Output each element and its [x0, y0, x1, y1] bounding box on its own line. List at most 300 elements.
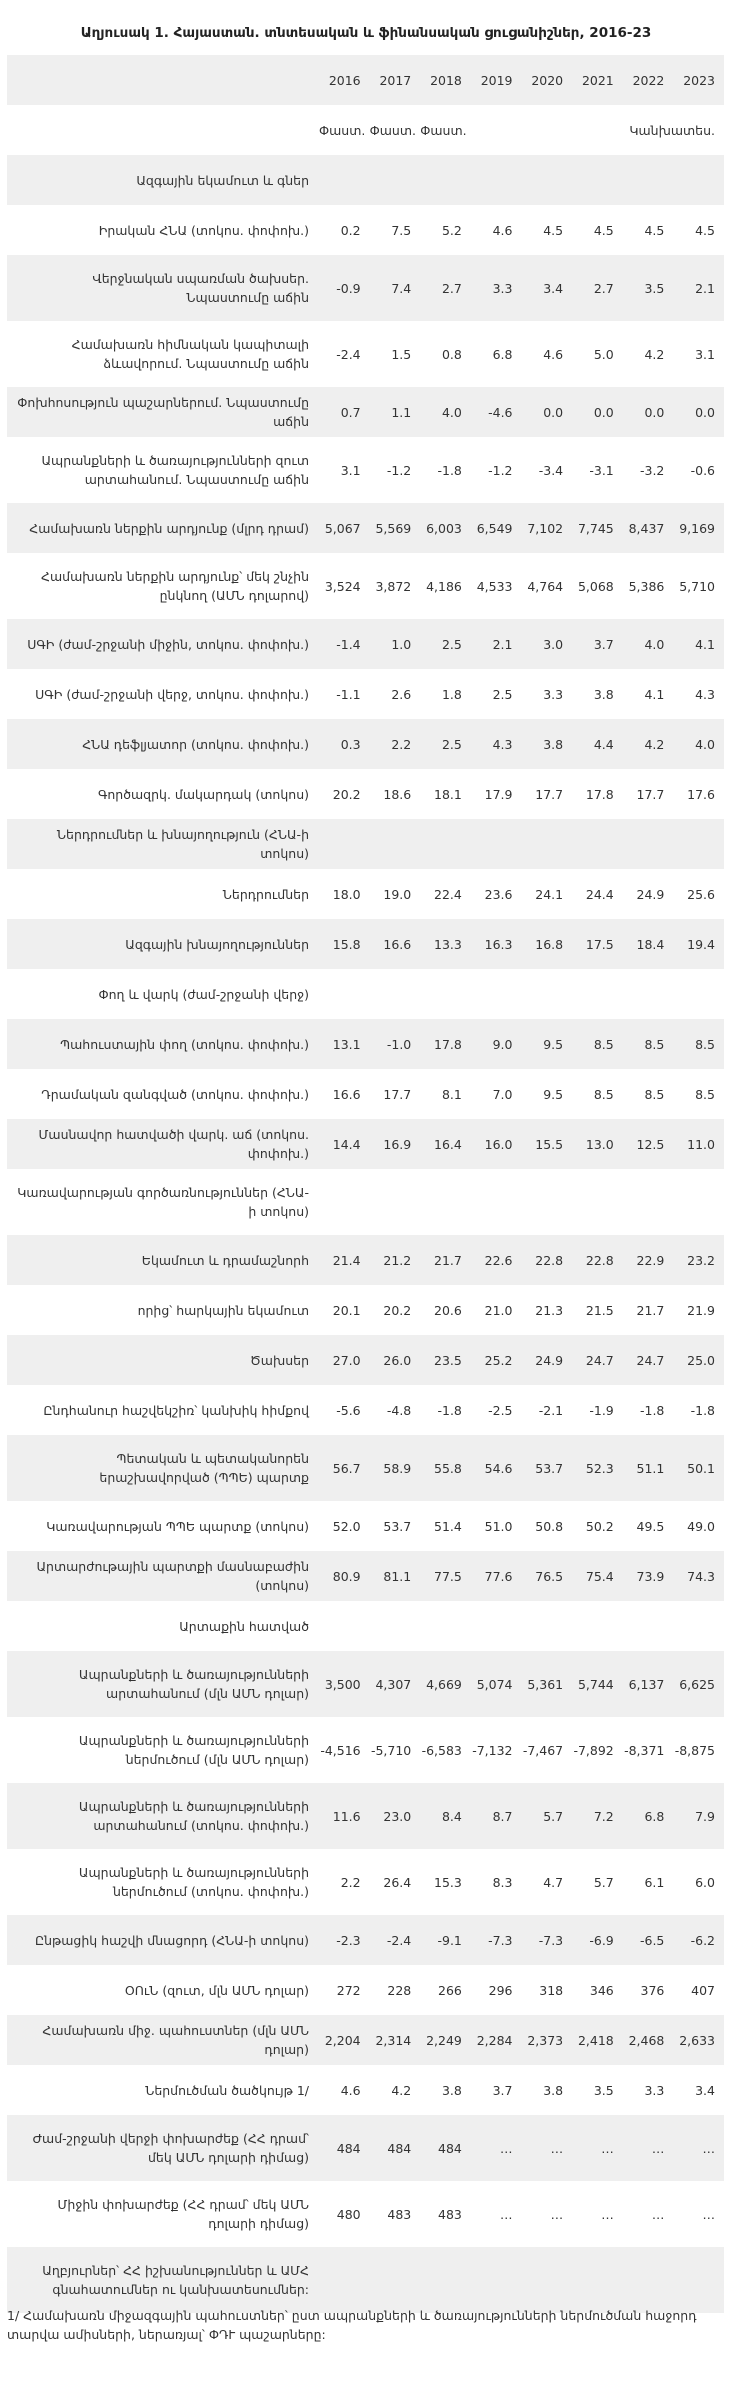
value-cell: 483	[438, 2206, 462, 2222]
value-cell: 2.1	[471, 619, 522, 669]
value-cell: 81.1	[370, 1551, 421, 1601]
value-cell: 2,633	[673, 2015, 724, 2065]
table-row	[7, 2181, 724, 2247]
value-cell: 6.0	[695, 1874, 715, 1890]
value-cell: 2,249	[420, 2015, 471, 2065]
row-label: Պետական և պետականորեն երաշխավորված (ՊՊԵ) պարտք	[7, 1435, 319, 1501]
table-row	[7, 205, 724, 255]
value-cell: 6,137	[623, 1651, 674, 1717]
value-cell	[370, 1601, 421, 1651]
table-row	[7, 1169, 724, 1235]
value-cell: 13.3	[420, 919, 471, 969]
value-cell: 4,186	[426, 578, 462, 594]
value-cell	[572, 2247, 623, 2313]
row-label: Ազգային եկամուտ և գներ	[7, 155, 319, 205]
value-cell: -1.1	[336, 686, 361, 702]
value-cell: 376	[640, 1982, 665, 1998]
value-cell: 17.6	[687, 786, 715, 802]
value-cell: …	[651, 2206, 665, 2222]
value-cell: 3.0	[522, 619, 573, 669]
value-cell: 53.7	[383, 1518, 412, 1534]
value-cell: 3.5	[593, 2082, 614, 2098]
value-cell	[370, 969, 421, 1019]
value-cell	[420, 2247, 471, 2313]
value-cell: 25.0	[673, 1335, 724, 1385]
value-cell: …	[522, 2115, 573, 2181]
row-label: Ընթացիկ հաշվի մնացորդ (ՀՆԱ-ի տոկոս)	[7, 1915, 319, 1965]
table-row	[7, 1119, 724, 1169]
footnote: 1/ Համախառն միջազգային պահուստներ՝ ըստ ապրանքների և ծառայությունների ներմուծման հաջորդ տարվա ամիսների, ներառյալ՝ ՓԴՒ պաշարները:	[7, 2308, 697, 2342]
table-row	[7, 1551, 724, 1601]
status-label	[522, 105, 573, 155]
row-label: Ապրանքների և ծառայությունների զուտ արտահանում. Նպաստումը աճին	[41, 453, 309, 487]
value-cell	[420, 819, 471, 869]
table-row	[7, 2247, 724, 2313]
value-cell	[522, 1601, 573, 1651]
value-cell: 19.0	[383, 886, 412, 902]
table-row	[7, 155, 724, 205]
value-cell	[623, 155, 674, 205]
table-row	[7, 1965, 724, 2015]
value-cell: 4.5	[593, 222, 614, 238]
value-cell: 3.8	[441, 2082, 462, 2098]
value-cell	[572, 819, 623, 869]
status-label: Փաստ.	[369, 122, 416, 138]
table-row	[7, 1385, 724, 1435]
row-label: Պահուստային փող (տոկոս. փոփոխ.)	[7, 1019, 319, 1069]
row-label: Մասնավոր հատվածի վարկ. աճ (տոկոս. փոփոխ.)	[7, 1119, 319, 1169]
value-cell: 49.5	[636, 1518, 665, 1534]
value-cell: 17.5	[572, 919, 623, 969]
row-label: Համախառն ներքին արդյունք (մլրդ դրամ)	[7, 503, 319, 553]
table-row	[7, 2115, 724, 2181]
value-cell: 1.1	[370, 387, 421, 437]
value-cell: 4.1	[673, 619, 724, 669]
value-cell: 16.0	[471, 1119, 522, 1169]
value-cell: 6,003	[420, 503, 471, 553]
value-cell: 23.2	[673, 1235, 724, 1285]
value-cell: 4.6	[543, 346, 564, 362]
row-label: Կառավարության ՊՊԵ պարտք (տոկոս)	[46, 1518, 309, 1534]
value-cell: 228	[387, 1982, 412, 1998]
value-cell: 3.3	[543, 686, 564, 702]
value-cell: 4.2	[391, 2082, 412, 2098]
year-header: 2019	[471, 55, 522, 105]
value-cell: 2.2	[370, 719, 421, 769]
value-cell: …	[673, 2115, 724, 2181]
table-row	[7, 769, 724, 819]
value-cell: 15.3	[434, 1874, 462, 1890]
value-cell: -2.1	[538, 1402, 564, 1418]
value-cell: 0.7	[319, 387, 370, 437]
value-cell: 4.6	[492, 222, 513, 238]
value-cell: -2.4	[370, 1915, 421, 1965]
value-cell: 0.0	[522, 387, 573, 437]
value-cell	[572, 155, 623, 205]
value-cell: 50.1	[673, 1435, 724, 1501]
row-label: ՀՆԱ դեֆլյատոր (տոկոս. փոփոխ.)	[7, 719, 319, 769]
value-cell: 23.0	[370, 1783, 421, 1849]
value-cell	[673, 969, 724, 1019]
row-label: Կառավարության գործառնություններ (ՀՆԱ-ի տոկոս)	[17, 1185, 309, 1219]
value-cell: 55.8	[420, 1435, 471, 1501]
value-cell: 407	[691, 1982, 715, 1998]
status-header-row	[7, 105, 724, 155]
row-label: Միջին փոխարժեք (ՀՀ դրամ՝ մեկ ԱՄՆ դոլարի դիմաց)	[57, 2197, 309, 2231]
value-cell: …	[500, 2206, 513, 2222]
table-row	[7, 619, 724, 669]
value-cell	[319, 819, 370, 869]
row-label: Համախառն հիմնական կապիտալի ձևավորում. Նպաստումը աճին	[71, 337, 309, 371]
value-cell	[370, 2247, 421, 2313]
value-cell: 9.0	[471, 1019, 522, 1069]
value-cell	[673, 2247, 724, 2313]
value-cell: 77.6	[471, 1551, 522, 1601]
value-cell: 7.4	[370, 255, 421, 321]
value-cell: 4,669	[420, 1651, 471, 1717]
value-cell: 4,533	[476, 578, 513, 594]
row-label: Ներդրումներ	[222, 886, 309, 902]
value-cell: 5.2	[441, 222, 462, 238]
table-row	[7, 669, 724, 719]
value-cell: 25.2	[471, 1335, 522, 1385]
value-cell: 2.5	[492, 686, 513, 702]
value-cell: 13.1	[319, 1019, 370, 1069]
value-cell: 4.1	[644, 686, 665, 702]
value-cell: 7,745	[572, 503, 623, 553]
value-cell: 4.6	[340, 2082, 361, 2098]
row-label: Եկամուտ և դրամաշնորհ	[7, 1235, 319, 1285]
value-cell: 21.7	[636, 1302, 665, 1318]
value-cell: 18.1	[434, 786, 462, 802]
value-cell: -1.0	[370, 1019, 421, 1069]
value-cell	[471, 819, 522, 869]
value-cell: 80.9	[319, 1551, 370, 1601]
table-row	[7, 553, 724, 619]
value-cell: 7.9	[673, 1783, 724, 1849]
value-cell: 21.4	[319, 1235, 370, 1285]
table-row	[7, 1235, 724, 1285]
status-label	[471, 105, 522, 155]
value-cell: 3.8	[522, 719, 573, 769]
value-cell: 4.5	[695, 222, 715, 238]
value-cell: 20.2	[332, 786, 361, 802]
status-blank-cell	[7, 105, 319, 155]
value-cell: 77.5	[420, 1551, 471, 1601]
value-cell	[623, 969, 674, 1019]
row-label: Ապրանքների և ծառայությունների արտահանում (տոկոս. փոփոխ.)	[7, 1783, 319, 1849]
table-title: Աղյուսակ 1. Հայաստան. տնտեսական և ֆինանսական ցուցանիշներ, 2016-23	[80, 25, 652, 41]
value-cell: 3.1	[695, 346, 715, 362]
value-cell: 18.0	[332, 886, 361, 902]
value-cell: 0.0	[623, 387, 674, 437]
row-label: Փող և վարկ (ժամ-շրջանի վերջ)	[98, 986, 309, 1002]
value-cell	[420, 1169, 471, 1235]
value-cell: 4.0	[623, 619, 674, 669]
value-cell: 51.1	[623, 1435, 674, 1501]
value-cell	[319, 1169, 370, 1235]
value-cell: 8,437	[623, 503, 674, 553]
row-label: Համախառն միջ. պահուստներ (մլն ԱՄՆ դոլար)	[7, 2015, 319, 2065]
table-row	[7, 1435, 724, 1501]
value-cell: 0.3	[319, 719, 370, 769]
value-cell	[673, 1169, 724, 1235]
value-cell: 16.3	[471, 919, 522, 969]
value-cell: -3.2	[639, 462, 665, 478]
value-cell: 25.6	[687, 886, 715, 902]
value-cell: 3.1	[340, 462, 361, 478]
value-cell: 4.2	[644, 346, 665, 362]
value-cell: 9.5	[543, 1086, 564, 1102]
row-label: ՕՈւՆ (զուտ, մլն ԱՄՆ դոլար)	[124, 1982, 309, 1998]
value-cell: 3,500	[319, 1651, 370, 1717]
value-cell	[623, 2247, 674, 2313]
year-header: 2016	[319, 55, 370, 105]
value-cell: -1.9	[589, 1402, 614, 1418]
value-cell: -4.6	[471, 387, 522, 437]
value-cell: 17.7	[535, 786, 564, 802]
status-label	[572, 105, 623, 155]
status-label: Կանխատես.	[629, 122, 715, 138]
value-cell: 17.8	[420, 1019, 471, 1069]
value-cell: 5,074	[471, 1651, 522, 1717]
value-cell: 3.8	[593, 686, 614, 702]
value-cell: 484	[319, 2115, 370, 2181]
value-cell: 50.2	[585, 1518, 614, 1534]
table-row	[7, 1601, 724, 1651]
value-cell: 5,569	[370, 503, 421, 553]
value-cell: 4.5	[543, 222, 564, 238]
value-cell: 19.4	[673, 919, 724, 969]
value-cell: 21.7	[420, 1235, 471, 1285]
value-cell: 73.9	[623, 1551, 674, 1601]
value-cell: 5,386	[628, 578, 665, 594]
value-cell: 3.3	[471, 255, 522, 321]
value-cell: -6.2	[673, 1915, 724, 1965]
value-cell: 24.7	[623, 1335, 674, 1385]
row-label: Աղբյուրներ՝ ՀՀ իշխանություններ և ԱՄՀ գնահատումներ ու կանխատեսումներ:	[7, 2247, 319, 2313]
row-label: Արտաքին հատված	[179, 1618, 309, 1634]
value-cell: 2.1	[673, 255, 724, 321]
value-cell: -8,875	[674, 1742, 715, 1758]
value-cell	[420, 1601, 471, 1651]
value-cell: 21.0	[484, 1302, 513, 1318]
value-cell: 2.5	[420, 619, 471, 669]
value-cell: 0.2	[340, 222, 361, 238]
value-cell	[623, 1169, 674, 1235]
year-header: 2022	[623, 55, 674, 105]
row-label: ՍԳԻ (ժամ-շրջանի վերջ, տոկոս. փոփոխ.)	[35, 686, 309, 702]
value-cell: 480	[336, 2206, 361, 2222]
value-cell: 52.3	[572, 1435, 623, 1501]
value-cell: 6.8	[492, 346, 513, 362]
row-label: Փոխհոսություն պաշարներում. Նպաստումը աճին	[7, 387, 319, 437]
value-cell: 2,314	[370, 2015, 421, 2065]
value-cell	[471, 2247, 522, 2313]
value-cell: -1.8	[437, 1402, 462, 1418]
value-cell: 6,625	[673, 1651, 724, 1717]
year-header: 2018	[420, 55, 471, 105]
row-label: Համախառն ներքին արդյունք՝ մեկ շնչին ընկնող (ԱՄՆ դոլարով)	[41, 569, 309, 603]
value-cell: 54.6	[471, 1435, 522, 1501]
value-cell: 4,307	[370, 1651, 421, 1717]
value-cell: 0.0	[673, 387, 724, 437]
value-cell	[623, 819, 674, 869]
value-cell: 0.0	[572, 387, 623, 437]
value-cell: 27.0	[319, 1335, 370, 1385]
value-cell: 26.4	[383, 1874, 412, 1890]
value-cell: 22.4	[434, 886, 462, 902]
value-cell: -8,371	[624, 1742, 665, 1758]
year-header: 2021	[572, 55, 623, 105]
value-cell: 51.4	[434, 1518, 462, 1534]
value-cell: 49.0	[687, 1518, 715, 1534]
row-label: Ազգային խնայողություններ	[7, 919, 319, 969]
value-cell: 0.8	[441, 346, 462, 362]
year-header: 2023	[673, 55, 724, 105]
value-cell: 3.4	[522, 255, 573, 321]
value-cell: 2,204	[319, 2015, 370, 2065]
value-cell: 5.7	[593, 1874, 614, 1890]
table-row	[7, 321, 724, 387]
value-cell: 11.6	[319, 1783, 370, 1849]
value-cell: 24.4	[585, 886, 614, 902]
value-cell: 22.8	[522, 1235, 573, 1285]
value-cell: 3.7	[492, 2082, 513, 2098]
value-cell: 24.9	[636, 886, 665, 902]
value-cell: 21.2	[370, 1235, 421, 1285]
value-cell: 483	[387, 2206, 412, 2222]
value-cell: 23.5	[420, 1335, 471, 1385]
value-cell: 3.7	[572, 619, 623, 669]
value-cell: …	[550, 2206, 564, 2222]
value-cell: 8.7	[471, 1783, 522, 1849]
value-cell: 21.9	[687, 1302, 715, 1318]
value-cell: 3,524	[324, 578, 361, 594]
value-cell: 3.4	[695, 2082, 715, 2098]
value-cell: …	[601, 2206, 614, 2222]
value-cell: 4.2	[623, 719, 674, 769]
value-cell: 17.9	[484, 786, 513, 802]
value-cell: 26.0	[370, 1335, 421, 1385]
table-row	[7, 1915, 724, 1965]
value-cell: -2.5	[488, 1402, 513, 1418]
value-cell: 16.6	[370, 919, 421, 969]
row-label: Ներդրումներ և խնայողություն (ՀՆԱ-ի տոկոս)	[7, 819, 319, 869]
table-row	[7, 869, 724, 919]
value-cell: 76.5	[522, 1551, 573, 1601]
row-label: Ապրանքների և ծառայությունների ներմուծում (մլն ԱՄՆ դոլար)	[78, 1733, 309, 1767]
value-cell: 2,284	[471, 2015, 522, 2065]
value-cell: 22.8	[572, 1235, 623, 1285]
value-cell	[572, 1169, 623, 1235]
value-cell: -2.4	[336, 346, 361, 362]
value-cell	[572, 969, 623, 1019]
row-label: Ծախսեր	[7, 1335, 319, 1385]
value-cell: 58.9	[370, 1435, 421, 1501]
table-row	[7, 1849, 724, 1915]
value-cell: 5.7	[522, 1783, 573, 1849]
table-row	[7, 437, 724, 503]
value-cell: -1.8	[639, 1402, 665, 1418]
value-cell: 1.5	[391, 346, 412, 362]
indicators-table-container	[7, 55, 724, 2313]
table-row	[7, 1019, 724, 1069]
row-label: Գործազրկ. մակարդակ (տոկոս)	[97, 786, 309, 802]
value-cell: 2,418	[572, 2015, 623, 2065]
value-cell: 6.8	[623, 1783, 674, 1849]
value-cell: 17.8	[585, 786, 614, 802]
value-cell: 2.7	[420, 255, 471, 321]
value-cell: -6.9	[572, 1915, 623, 1965]
table-row	[7, 255, 724, 321]
value-cell: -7,892	[573, 1742, 614, 1758]
value-cell	[370, 1169, 421, 1235]
value-cell	[623, 1601, 674, 1651]
table-row	[7, 2065, 724, 2115]
value-cell: 5,068	[577, 578, 614, 594]
row-label: Ժամ-շրջանի վերջի փոխարժեք (ՀՀ դրամ՝ մեկ ԱՄՆ դոլարի դիմաց)	[7, 2115, 319, 2181]
value-cell: 4.0	[673, 719, 724, 769]
value-cell: 23.6	[484, 886, 513, 902]
value-cell: 8.1	[441, 1086, 462, 1102]
value-cell: 20.1	[332, 1302, 361, 1318]
row-label: Դրամական զանգված (տոկոս. փոփոխ.)	[41, 1086, 309, 1102]
value-cell: …	[623, 2115, 674, 2181]
indicators-table	[7, 55, 724, 2313]
value-cell: -7,467	[522, 1742, 564, 1758]
value-cell: 4.3	[471, 719, 522, 769]
value-cell: 16.6	[332, 1086, 361, 1102]
value-cell: -3.1	[589, 462, 614, 478]
value-cell: -7.3	[522, 1915, 573, 1965]
value-cell: 2.5	[420, 719, 471, 769]
value-cell: -1.2	[386, 462, 412, 478]
value-cell	[522, 969, 573, 1019]
value-cell: 16.4	[420, 1119, 471, 1169]
value-cell: -5.6	[336, 1402, 361, 1418]
value-cell: 17.7	[636, 786, 665, 802]
table-row	[7, 919, 724, 969]
value-cell: 6.1	[644, 1874, 665, 1890]
value-cell: 5,744	[572, 1651, 623, 1717]
value-cell: 5.0	[593, 346, 614, 362]
value-cell: 5,710	[679, 578, 715, 594]
value-cell: 2,468	[623, 2015, 674, 2065]
value-cell: 52.0	[332, 1518, 361, 1534]
value-cell: 8.5	[572, 1019, 623, 1069]
value-cell: 7.2	[572, 1783, 623, 1849]
row-label: Վերջնական սպառման ծախսեր. Նպաստումը աճին	[7, 255, 319, 321]
value-cell: 1.0	[370, 619, 421, 669]
value-cell: -1.8	[690, 1402, 715, 1418]
value-cell: 24.9	[522, 1335, 573, 1385]
value-cell: 20.2	[383, 1302, 412, 1318]
value-cell: 8.5	[695, 1086, 715, 1102]
value-cell	[522, 155, 573, 205]
value-cell: 56.7	[319, 1435, 370, 1501]
value-cell: 9,169	[673, 503, 724, 553]
value-cell: -0.9	[319, 255, 370, 321]
table-row	[7, 1717, 724, 1783]
value-cell	[319, 2247, 370, 2313]
value-cell: 16.9	[370, 1119, 421, 1169]
table-row	[7, 503, 724, 553]
value-cell: -6,583	[421, 1742, 462, 1758]
value-cell: 74.3	[673, 1551, 724, 1601]
value-cell: 15.8	[319, 919, 370, 969]
table-row	[7, 1069, 724, 1119]
